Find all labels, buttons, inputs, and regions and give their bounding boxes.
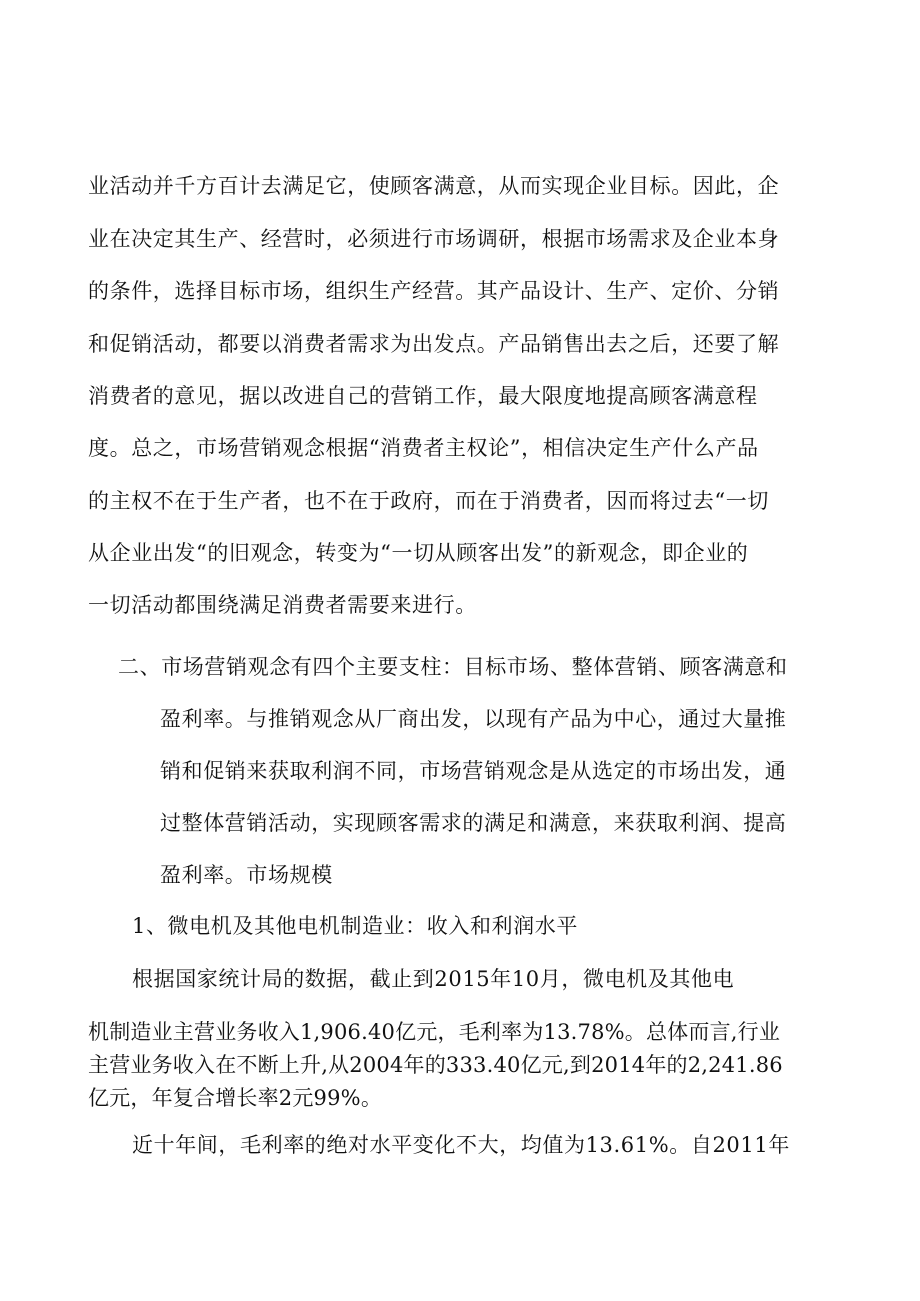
text-line: 主营业务收入在不断上升,从2004年的333.40亿元,到2014年的2,241.86 xyxy=(88,1053,783,1077)
text-line: 度。总之，市场营销观念根据“消费者主权论”，相信决定生产什么产品 xyxy=(88,436,759,460)
section-heading-line: 二、市场营销观念有四个主要支柱：目标市场、整体营销、顾客满意和 xyxy=(118,655,788,679)
text-line: 从企业出发“的旧观念，转变为“一切从顾客出发”的新观念，即企业的 xyxy=(88,541,749,565)
text-line: 业活动并千方百计去满足它，使顾客满意，从而实现企业目标。因此，企 xyxy=(88,174,780,198)
paragraph-4-line: 近十年间，毛利率的绝对水平变化不大，均值为13.61%。自2011年 xyxy=(132,1133,790,1157)
text-line: 业在决定其生产、经营时，必须进行市场调研，根据市场需求及企业本身 xyxy=(88,227,780,251)
text-line: 一切活动都围绕满足消费者需要来进行。 xyxy=(88,593,477,617)
text-line: 根据国家统计局的数据，截止到2015年10月，微电机及其他电 xyxy=(132,967,735,991)
text-line: 的条件，选择目标市场，组织生产经营。其产品设计、生产、定价、分销 xyxy=(88,279,780,303)
text-line: 亿元，年复合增长率2元99%。 xyxy=(88,1086,383,1110)
text-line: 盈利率。与推销观念从厂商出发，以现有产品为中心，通过大量推 xyxy=(160,707,787,731)
subheading: 1、微电机及其他电机制造业：收入和利润水平 xyxy=(132,914,578,938)
text-line: 消费者的意见，据以改进自己的营销工作，最大限度地提高顾客满意程 xyxy=(88,384,758,408)
text-line: 的主权不在于生产者，也不在于政府，而在于消费者，因而将过去“一切 xyxy=(88,489,769,513)
text-line: 过整体营销活动，实现顾客需求的满足和满意，来获取利润、提高 xyxy=(160,811,787,835)
text-line: 机制造业主营业务收入1,906.40亿元，毛利率为13.78%。总体而言,行业 xyxy=(88,1020,781,1044)
text-line: 和促销活动，都要以消费者需求为出发点。产品销售出去之后，还要了解 xyxy=(88,332,780,356)
text-line: 销和促销来获取利润不同，市场营销观念是从选定的市场出发，通 xyxy=(160,759,787,783)
text-line: 盈利率。市场规模 xyxy=(160,863,333,887)
